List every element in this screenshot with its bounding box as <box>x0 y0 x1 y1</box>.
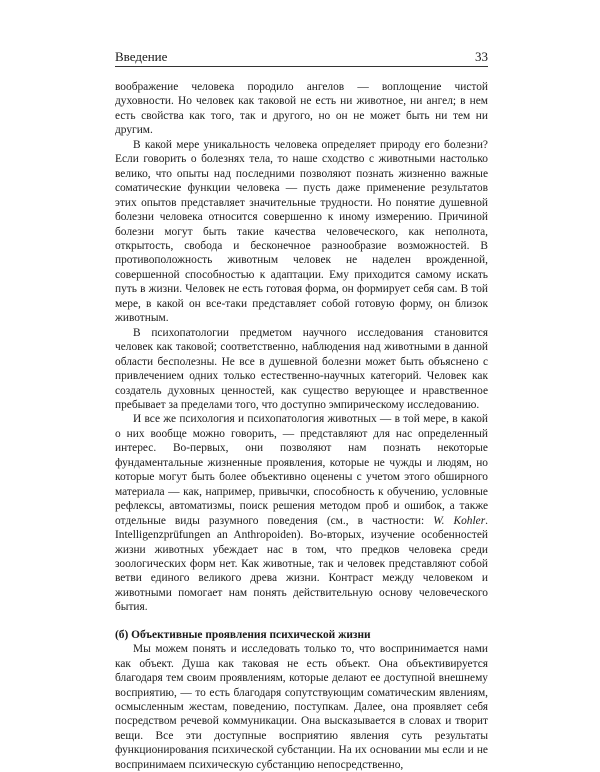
paragraph: В какой мере уникальность человека определяет природу его болезни? Если говорить о болезнях тела, то наше сходство с животными настолько велико, что опыты над последними позволяют познать жизненно важные соматические функции человека — пусть даже применение результатов этих опытов представляет значительные трудности. Но понятие душевной болезни человека относится совершенно к иному измерению. Причиной болезни могут быть такие качества человеческого, как неполнота, открытость, свобода и бесконечное разнообразие возможностей. В противоположность животным человек не наделен врожденной, совершенной способностью к адаптации. Ему приходится самому искать путь в жизни. Человек не есть готовая форма, он формирует себя сам. В той мере, в какой он все-таки представляет собой готовую форму, он близок животным. <box>115 138 488 325</box>
paragraph <box>115 412 488 614</box>
header-rule <box>115 66 488 67</box>
paragraph-text: . Intelligenzprüfungen an Anthropoiden). Во-вторых, изучение особенностей жизни животных убеждает нас в том, что предков человека среди зоологических форм нет. Как животные, так и человек представляют собой ветви единого великого древа жизни. Контраст между человеком и животными помогает нам понять действительную основу человеческого бытия. <box>115 514 488 614</box>
paragraph-text: И все же психология и психопатология животных — в той мере, в какой о них вообще можно говорить, — представляют для нас определенный интерес. Во-первых, они позволяют нам познать некоторые фундаментальные жизненные проявления, которые не чужды и людям, но которые могут быть более объективно оценены с учетом этого обширного материала — как, например, привычки, способность к обучению, условные рефлексы, автоматизмы, поиск решения методом проб и ошибок, а также отдельные виды разумного поведения (см., в частности: <box>115 413 488 527</box>
paragraph: Мы можем понять и исследовать только то, что воспринимается нами как объект. Душа как таковая не есть объект. Она объективируется благодаря тем своим проявлениям, которые делают ее доступной внешнему восприятию, — то есть благодаря сопутствующим соматическим явлениям, осмысленным жестам, поведению, поступкам. Далее, она проявляет себя посредством речевой коммуникации. Она высказывается в словах и творит вещи. Все эти доступные восприятию явления суть результаты функционирования психической субстанции. На их основании мы если и не воспринимаем психическую субстанцию непосредственно, <box>115 643 488 771</box>
paragraph: воображение человека породило ангелов — воплощение чистой духовности. Но человек как таковой не есть ни животное, ни ангел; в нем есть свойства как того, так и другого, но он не может быть ни тем ни другим. <box>115 81 488 137</box>
author-name: W. Kohler <box>433 514 486 527</box>
paragraph: В психопатологии предметом научного исследования становится человек как таковой; соответственно, наблюдения над животными в данной области бесполезны. Не все в душевной болезни может быть объяснено с привлечением одних только естественно-научных категорий. Человек как создатель духовных ценностей, как существо верующее и нравственное пребывает за пределами того, что доступно эмпирическому исследованию. <box>115 326 488 411</box>
body-text <box>115 80 488 772</box>
section-heading: (б) Объективные проявления психической жизни <box>115 628 371 641</box>
page-number: 33 <box>475 49 488 64</box>
section-title: Введение <box>115 49 168 64</box>
running-head <box>115 50 488 64</box>
